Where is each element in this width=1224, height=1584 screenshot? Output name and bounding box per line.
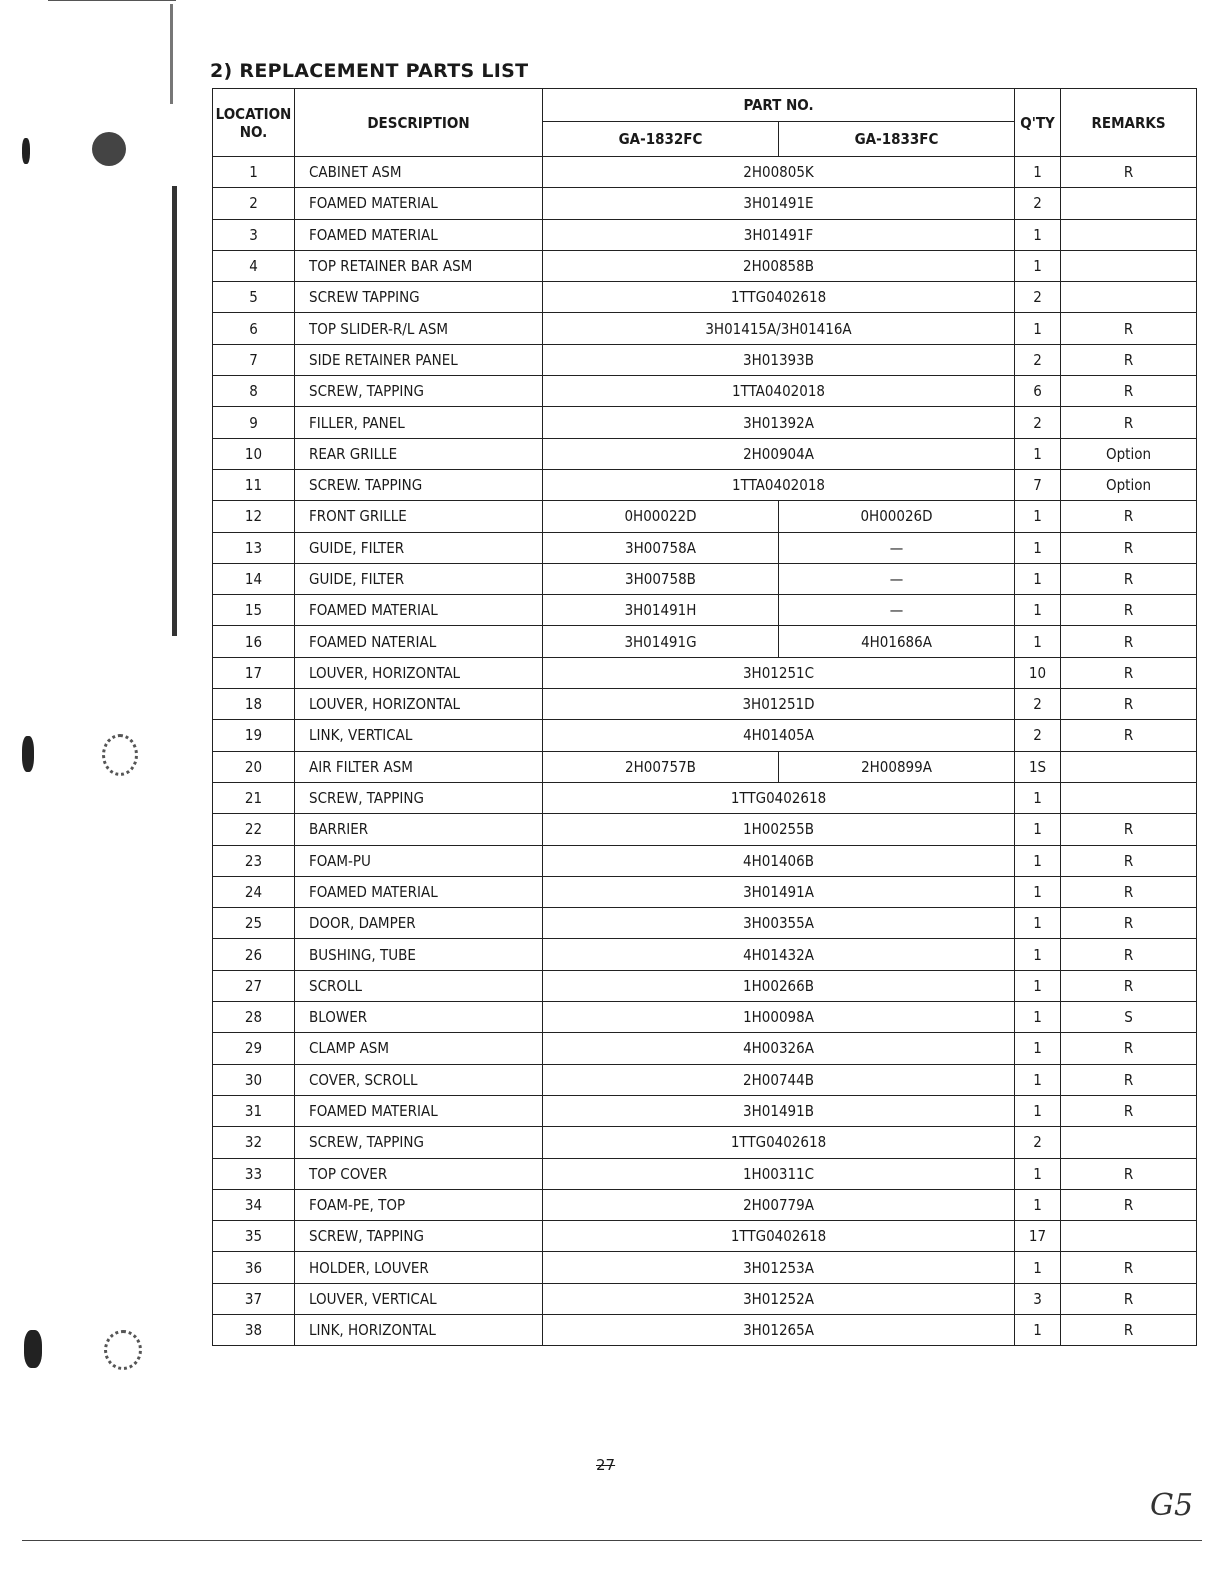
margin-mark: [170, 4, 173, 104]
part-no-cell: 1TTG0402618: [543, 782, 1015, 813]
remarks-cell: [1061, 1127, 1197, 1158]
qty-header: Q'TY: [1015, 89, 1061, 157]
part-no-cell: 3H01251C: [543, 657, 1015, 688]
qty-cell: 2: [1015, 689, 1061, 720]
description-cell: FOAMED MATERIAL: [295, 1095, 543, 1126]
table-row: [213, 970, 1197, 1001]
part-no-cell: 3H01251D: [543, 689, 1015, 720]
top-rule: [48, 0, 176, 1]
location-cell: 31: [213, 1095, 295, 1126]
location-cell: 29: [213, 1033, 295, 1064]
remarks-cell: R: [1061, 532, 1197, 563]
location-cell: 23: [213, 845, 295, 876]
table-row: [213, 1221, 1197, 1252]
qty-cell: 1: [1015, 1189, 1061, 1220]
location-cell: 24: [213, 876, 295, 907]
remarks-cell: R: [1061, 814, 1197, 845]
remarks-cell: R: [1061, 1158, 1197, 1189]
table-row: [213, 1002, 1197, 1033]
qty-cell: 1S: [1015, 751, 1061, 782]
part-no-cell: 1H00266B: [543, 970, 1015, 1001]
description-cell: FOAMED NATERIAL: [295, 626, 543, 657]
remarks-cell: R: [1061, 1283, 1197, 1314]
location-cell: 13: [213, 532, 295, 563]
part-no-header: PART NO.: [543, 89, 1015, 122]
remarks-cell: R: [1061, 876, 1197, 907]
qty-cell: 17: [1015, 1221, 1061, 1252]
bottom-rule: [22, 1540, 1202, 1541]
qty-cell: 1: [1015, 782, 1061, 813]
qty-cell: 1: [1015, 219, 1061, 250]
location-cell: 4: [213, 250, 295, 281]
qty-cell: 2: [1015, 282, 1061, 313]
remarks-cell: R: [1061, 908, 1197, 939]
part-no-model-a-cell: 3H00758A: [543, 532, 779, 563]
table-row: [213, 689, 1197, 720]
description-cell: AIR FILTER ASM: [295, 751, 543, 782]
remarks-cell: R: [1061, 689, 1197, 720]
table-row: [213, 626, 1197, 657]
remarks-cell: R: [1061, 845, 1197, 876]
qty-cell: 1: [1015, 501, 1061, 532]
remarks-cell: [1061, 751, 1197, 782]
location-cell: 7: [213, 344, 295, 375]
description-header: DESCRIPTION: [295, 89, 543, 157]
part-no-cell: 1TTA0402018: [543, 376, 1015, 407]
part-no-cell: 4H01432A: [543, 939, 1015, 970]
model-b-header: GA-1833FC: [779, 122, 1015, 157]
table-row: [213, 939, 1197, 970]
part-no-cell: 2H00904A: [543, 438, 1015, 469]
table-row: [213, 501, 1197, 532]
qty-cell: 1: [1015, 939, 1061, 970]
location-cell: 21: [213, 782, 295, 813]
description-cell: FOAM-PE, TOP: [295, 1189, 543, 1220]
table-row: [213, 563, 1197, 594]
location-cell: 34: [213, 1189, 295, 1220]
location-cell: 9: [213, 407, 295, 438]
qty-cell: 2: [1015, 188, 1061, 219]
part-no-cell: 3H01392A: [543, 407, 1015, 438]
part-no-cell: 1H00311C: [543, 1158, 1015, 1189]
table-row: [213, 219, 1197, 250]
qty-cell: 1: [1015, 1252, 1061, 1283]
part-no-model-b-cell: 2H00899A: [779, 751, 1015, 782]
part-no-cell: 3H00355A: [543, 908, 1015, 939]
parts-table-body: [213, 157, 1197, 1346]
table-row: [213, 376, 1197, 407]
location-cell: 1: [213, 157, 295, 188]
page-title: 2) REPLACEMENT PARTS LIST: [210, 60, 529, 82]
location-cell: 33: [213, 1158, 295, 1189]
qty-cell: 1: [1015, 438, 1061, 469]
description-cell: FRONT GRILLE: [295, 501, 543, 532]
table-row: [213, 532, 1197, 563]
description-cell: SCREW. TAPPING: [295, 469, 543, 500]
description-cell: HOLDER, LOUVER: [295, 1252, 543, 1283]
description-cell: SCREW, TAPPING: [295, 1127, 543, 1158]
remarks-cell: Option: [1061, 438, 1197, 469]
location-cell: 11: [213, 469, 295, 500]
remarks-cell: R: [1061, 1064, 1197, 1095]
model-a-header: GA-1832FC: [543, 122, 779, 157]
table-row: [213, 250, 1197, 281]
punch-hole-mark: [104, 1330, 142, 1370]
table-row: [213, 344, 1197, 375]
part-no-cell: 4H01405A: [543, 720, 1015, 751]
description-cell: TOP RETAINER BAR ASM: [295, 250, 543, 281]
part-no-model-a-cell: 3H01491H: [543, 595, 779, 626]
part-no-cell: 3H01491B: [543, 1095, 1015, 1126]
qty-cell: 2: [1015, 407, 1061, 438]
qty-cell: 7: [1015, 469, 1061, 500]
description-cell: BLOWER: [295, 1002, 543, 1033]
table-row: [213, 908, 1197, 939]
table-row: [213, 657, 1197, 688]
description-cell: REAR GRILLE: [295, 438, 543, 469]
part-no-cell: 1H00255B: [543, 814, 1015, 845]
location-cell: 36: [213, 1252, 295, 1283]
remarks-cell: R: [1061, 1314, 1197, 1345]
description-cell: SCREW, TAPPING: [295, 1221, 543, 1252]
table-row: [213, 469, 1197, 500]
description-cell: FOAMED MATERIAL: [295, 595, 543, 626]
qty-cell: 1: [1015, 1033, 1061, 1064]
qty-cell: 1: [1015, 970, 1061, 1001]
part-no-cell: 4H00326A: [543, 1033, 1015, 1064]
table-row: [213, 751, 1197, 782]
qty-cell: 1: [1015, 595, 1061, 626]
table-row: [213, 595, 1197, 626]
part-no-cell: 1TTG0402618: [543, 282, 1015, 313]
part-no-cell: 3H01491E: [543, 188, 1015, 219]
description-cell: GUIDE, FILTER: [295, 563, 543, 594]
location-cell: 8: [213, 376, 295, 407]
remarks-cell: R: [1061, 344, 1197, 375]
table-row: [213, 1064, 1197, 1095]
remarks-cell: R: [1061, 626, 1197, 657]
location-cell: 38: [213, 1314, 295, 1345]
remarks-cell: R: [1061, 657, 1197, 688]
qty-cell: 3: [1015, 1283, 1061, 1314]
description-cell: FOAM-PU: [295, 845, 543, 876]
margin-mark: [172, 186, 177, 636]
table-row: [213, 1033, 1197, 1064]
qty-cell: 1: [1015, 1158, 1061, 1189]
location-cell: 3: [213, 219, 295, 250]
description-cell: CLAMP ASM: [295, 1033, 543, 1064]
location-header: [213, 89, 295, 157]
edge-mark: [22, 138, 30, 164]
qty-cell: 2: [1015, 344, 1061, 375]
location-cell: 30: [213, 1064, 295, 1095]
part-no-cell: 1TTA0402018: [543, 469, 1015, 500]
part-no-cell: 2H00805K: [543, 157, 1015, 188]
qty-cell: 1: [1015, 313, 1061, 344]
part-no-cell: 3H01252A: [543, 1283, 1015, 1314]
location-cell: 5: [213, 282, 295, 313]
location-cell: 32: [213, 1127, 295, 1158]
table-row: [213, 157, 1197, 188]
description-cell: SCREW TAPPING: [295, 282, 543, 313]
table-row: [213, 1189, 1197, 1220]
part-no-cell: 3H01491F: [543, 219, 1015, 250]
location-cell: 16: [213, 626, 295, 657]
table-row: [213, 1252, 1197, 1283]
remarks-header: REMARKS: [1061, 89, 1197, 157]
remarks-cell: R: [1061, 1033, 1197, 1064]
location-cell: 22: [213, 814, 295, 845]
qty-cell: 1: [1015, 563, 1061, 594]
description-cell: LINK, HORIZONTAL: [295, 1314, 543, 1345]
remarks-cell: R: [1061, 1095, 1197, 1126]
punch-hole-mark: [92, 132, 126, 166]
remarks-cell: R: [1061, 157, 1197, 188]
description-cell: SCROLL: [295, 970, 543, 1001]
remarks-cell: R: [1061, 720, 1197, 751]
location-cell: 19: [213, 720, 295, 751]
description-cell: FILLER, PANEL: [295, 407, 543, 438]
remarks-cell: R: [1061, 376, 1197, 407]
remarks-cell: [1061, 782, 1197, 813]
remarks-cell: R: [1061, 970, 1197, 1001]
remarks-cell: Option: [1061, 469, 1197, 500]
location-cell: 12: [213, 501, 295, 532]
part-no-cell: 2H00744B: [543, 1064, 1015, 1095]
part-no-model-b-cell: —: [779, 563, 1015, 594]
qty-cell: 2: [1015, 720, 1061, 751]
location-cell: 20: [213, 751, 295, 782]
remarks-cell: R: [1061, 563, 1197, 594]
qty-cell: 1: [1015, 908, 1061, 939]
punch-hole-mark: [102, 734, 138, 776]
location-header-line1: LOCATION: [215, 104, 292, 123]
location-cell: 17: [213, 657, 295, 688]
remarks-cell: R: [1061, 313, 1197, 344]
description-cell: BARRIER: [295, 814, 543, 845]
location-cell: 27: [213, 970, 295, 1001]
part-no-cell: 3H01393B: [543, 344, 1015, 375]
table-row: [213, 407, 1197, 438]
part-no-cell: 3H01415A/3H01416A: [543, 313, 1015, 344]
table-row: [213, 438, 1197, 469]
description-cell: FOAMED MATERIAL: [295, 188, 543, 219]
location-cell: 10: [213, 438, 295, 469]
page-number: 27: [596, 1456, 616, 1474]
remarks-cell: R: [1061, 1189, 1197, 1220]
table-row: [213, 876, 1197, 907]
remarks-cell: [1061, 188, 1197, 219]
description-cell: LOUVER, HORIZONTAL: [295, 657, 543, 688]
table-row: [213, 814, 1197, 845]
part-no-model-a-cell: 3H00758B: [543, 563, 779, 594]
location-cell: 25: [213, 908, 295, 939]
handwritten-note: G5: [1150, 1488, 1194, 1523]
remarks-cell: R: [1061, 407, 1197, 438]
qty-cell: 1: [1015, 1314, 1061, 1345]
edge-mark: [22, 736, 34, 772]
remarks-cell: [1061, 219, 1197, 250]
location-cell: 28: [213, 1002, 295, 1033]
part-no-cell: 3H01265A: [543, 1314, 1015, 1345]
location-header-line2: NO.: [239, 122, 268, 141]
part-no-cell: 3H01491A: [543, 876, 1015, 907]
remarks-cell: [1061, 282, 1197, 313]
parts-table: [212, 88, 1197, 1346]
location-cell: 14: [213, 563, 295, 594]
qty-cell: 1: [1015, 845, 1061, 876]
remarks-cell: R: [1061, 939, 1197, 970]
description-cell: GUIDE, FILTER: [295, 532, 543, 563]
remarks-cell: R: [1061, 595, 1197, 626]
part-no-cell: 2H00779A: [543, 1189, 1015, 1220]
qty-cell: 1: [1015, 1064, 1061, 1095]
location-cell: 26: [213, 939, 295, 970]
part-no-model-a-cell: 0H00022D: [543, 501, 779, 532]
qty-cell: 1: [1015, 1002, 1061, 1033]
location-cell: 35: [213, 1221, 295, 1252]
part-no-model-a-cell: 3H01491G: [543, 626, 779, 657]
table-row: [213, 282, 1197, 313]
description-cell: SCREW, TAPPING: [295, 376, 543, 407]
description-cell: COVER, SCROLL: [295, 1064, 543, 1095]
table-row: [213, 1095, 1197, 1126]
part-no-model-b-cell: 0H00026D: [779, 501, 1015, 532]
table-row: [213, 313, 1197, 344]
part-no-cell: 1TTG0402618: [543, 1221, 1015, 1252]
description-cell: LOUVER, VERTICAL: [295, 1283, 543, 1314]
description-cell: SCREW, TAPPING: [295, 782, 543, 813]
part-no-cell: 2H00858B: [543, 250, 1015, 281]
table-row: [213, 1314, 1197, 1345]
part-no-cell: 3H01253A: [543, 1252, 1015, 1283]
location-cell: 15: [213, 595, 295, 626]
qty-cell: 1: [1015, 532, 1061, 563]
qty-cell: 1: [1015, 626, 1061, 657]
description-cell: DOOR, DAMPER: [295, 908, 543, 939]
description-cell: FOAMED MATERIAL: [295, 219, 543, 250]
remarks-cell: S: [1061, 1002, 1197, 1033]
qty-cell: 10: [1015, 657, 1061, 688]
table-row: [213, 1158, 1197, 1189]
qty-cell: 6: [1015, 376, 1061, 407]
qty-cell: 1: [1015, 1095, 1061, 1126]
part-no-cell: 1TTG0402618: [543, 1127, 1015, 1158]
part-no-model-b-cell: —: [779, 595, 1015, 626]
description-cell: BUSHING, TUBE: [295, 939, 543, 970]
description-cell: TOP COVER: [295, 1158, 543, 1189]
table-row: [213, 1283, 1197, 1314]
description-cell: SIDE RETAINER PANEL: [295, 344, 543, 375]
qty-cell: 1: [1015, 157, 1061, 188]
description-cell: TOP SLIDER-R/L ASM: [295, 313, 543, 344]
table-row: [213, 720, 1197, 751]
location-cell: 37: [213, 1283, 295, 1314]
part-no-cell: 1H00098A: [543, 1002, 1015, 1033]
description-cell: CABINET ASM: [295, 157, 543, 188]
location-cell: 2: [213, 188, 295, 219]
part-no-model-a-cell: 2H00757B: [543, 751, 779, 782]
description-cell: LINK, VERTICAL: [295, 720, 543, 751]
remarks-cell: R: [1061, 1252, 1197, 1283]
location-cell: 6: [213, 313, 295, 344]
remarks-cell: [1061, 1221, 1197, 1252]
part-no-model-b-cell: —: [779, 532, 1015, 563]
remarks-cell: [1061, 250, 1197, 281]
qty-cell: 1: [1015, 250, 1061, 281]
qty-cell: 1: [1015, 814, 1061, 845]
table-row: [213, 845, 1197, 876]
description-cell: LOUVER, HORIZONTAL: [295, 689, 543, 720]
table-row: [213, 1127, 1197, 1158]
location-cell: 18: [213, 689, 295, 720]
qty-cell: 1: [1015, 876, 1061, 907]
part-no-model-b-cell: 4H01686A: [779, 626, 1015, 657]
qty-cell: 2: [1015, 1127, 1061, 1158]
edge-mark: [24, 1330, 42, 1368]
remarks-cell: R: [1061, 501, 1197, 532]
part-no-cell: 4H01406B: [543, 845, 1015, 876]
table-row: [213, 782, 1197, 813]
description-cell: FOAMED MATERIAL: [295, 876, 543, 907]
table-row: [213, 188, 1197, 219]
